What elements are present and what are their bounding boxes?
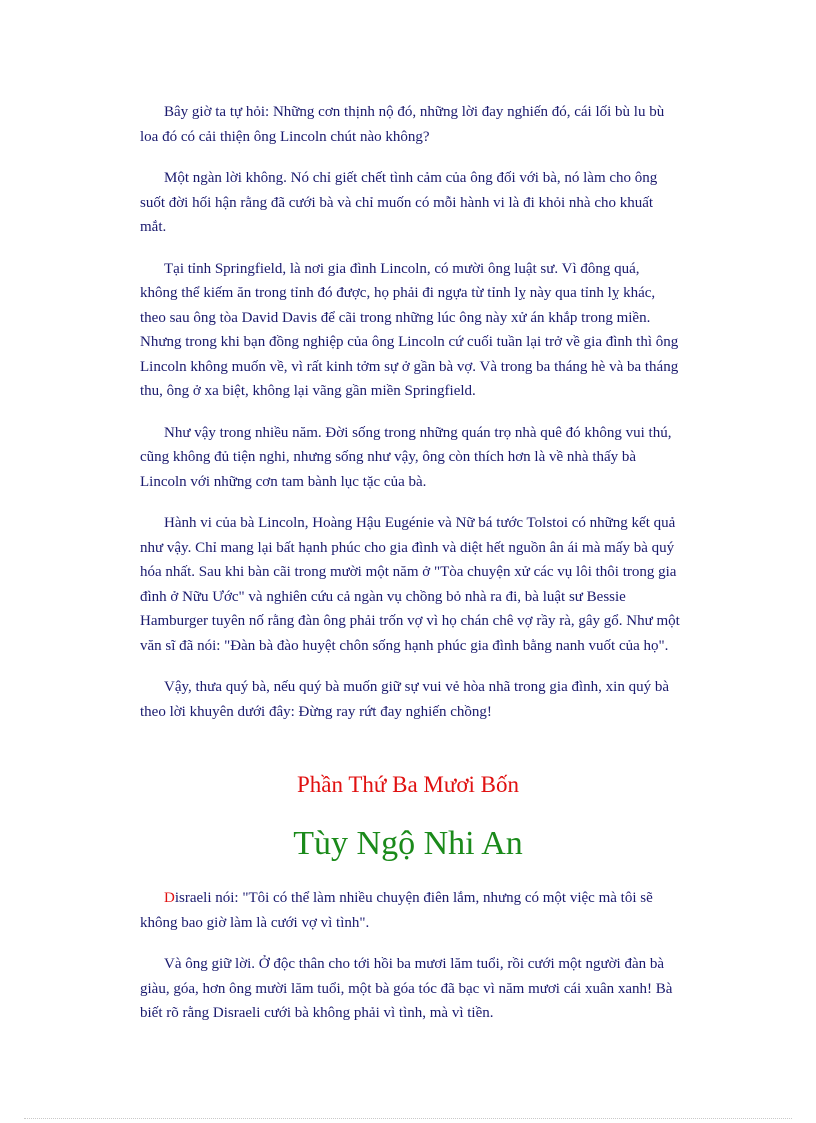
paragraph: Một ngàn lời không. Nó chỉ giết chết tình cảm của ông đối với bà, nó làm cho ông suốt đời hối hận rằng đã cưới bà và chỉ muốn có mỗi hành vi là đi khỏi nhà cho khuất mắt. [140, 170, 658, 235]
body-text-top [140, 100, 680, 724]
drop-letter: D [164, 890, 175, 906]
body-text-bottom [140, 886, 680, 1026]
first-paragraph-text: israeli nói: "Tôi có thể làm nhiều chuyện điên lắm, nhưng có một việc mà tôi sẽ không bao giờ làm là cưới vợ vì tình". [140, 890, 653, 931]
section-label: Phần Thứ Ba Mươi Bốn [297, 772, 519, 797]
paragraph: Hành vi của bà Lincoln, Hoàng Hậu Eugénie và Nữ bá tước Tolstoi có những kết quả như vậy. Chỉ mang lại bất hạnh phúc cho gia đình và diệt hết nguồn ân ái mà mấy bà quý hóa nhất. Sau khi bàn cãi trong mười một năm ở "Tòa chuyện xử các vụ lôi thôi trong gia đình ở Nữu Ước" và nghiên cứu cả ngàn vụ chồng bỏ nhà ra đi, bà luật sư Bessie Hamburger tuyên nố rằng đàn ông phải trốn vợ vì họ chán chê vợ rầy rà, gây gổ. Như một văn sĩ đã nói: "Đàn bà đào huyệt chôn sống hạnh phúc gia đình bằng nanh vuốt của họ". [140, 515, 680, 654]
paragraph: Tại tỉnh Springfield, là nơi gia đình Lincoln, có mười ông luật sư. Vì đông quá, không thể kiếm ăn trong tỉnh đó được, họ phải đi ngựa từ tỉnh lỵ này qua tỉnh lỵ khác, theo sau ông tòa David Davis để cãi trong những lúc ông này xử án khắp trong miền. Nhưng trong khi bạn đồng nghiệp của ông Lincoln cứ cuối tuần lại trở về gia đình thì ông Lincoln không muốn về, vì rất kinh tởm sự ở gần bà vợ. Và trong ba tháng hè và ba tháng thu, ông ở xa biệt, không lại vãng gần miền Springfield. [140, 260, 679, 399]
paragraph: Bây giờ ta tự hỏi: Những cơn thịnh nộ đó, những lời đay nghiến đó, cái lối bù lu bù loa đó có cải thiện ông Lincoln chút nào không? [140, 104, 665, 145]
chapter-title: Tùy Ngộ Nhi An [293, 825, 523, 862]
paragraph: Vậy, thưa quý bà, nếu quý bà muốn giữ sự vui vẻ hòa nhã trong gia đình, xin quý bà theo lời khuyên dưới đây: Đừng ray rứt đay nghiến chồng! [140, 679, 669, 720]
paragraph: Như vậy trong nhiều năm. Đời sống trong những quán trọ nhà quê đó không vui thú, cũng không đủ tiện nghi, nhưng sống như vậy, ông còn thích hơn là về nhà thấy bà Lincoln với những cơn tam bành lục tặc của bà. [140, 424, 672, 490]
page-bottom-rule [24, 1118, 792, 1119]
paragraph: Và ông giữ lời. Ở độc thân cho tới hồi ba mươi lăm tuổi, rồi cưới một người đàn bà giàu, góa, hơn ông mười lăm tuổi, một bà góa tóc đã bạc vì năm mươi cái xuân xanh! Bà biết rõ rằng Disraeli cưới bà không phải vì tình, mà vì tiền. [140, 956, 673, 1021]
first-paragraph [140, 886, 680, 935]
